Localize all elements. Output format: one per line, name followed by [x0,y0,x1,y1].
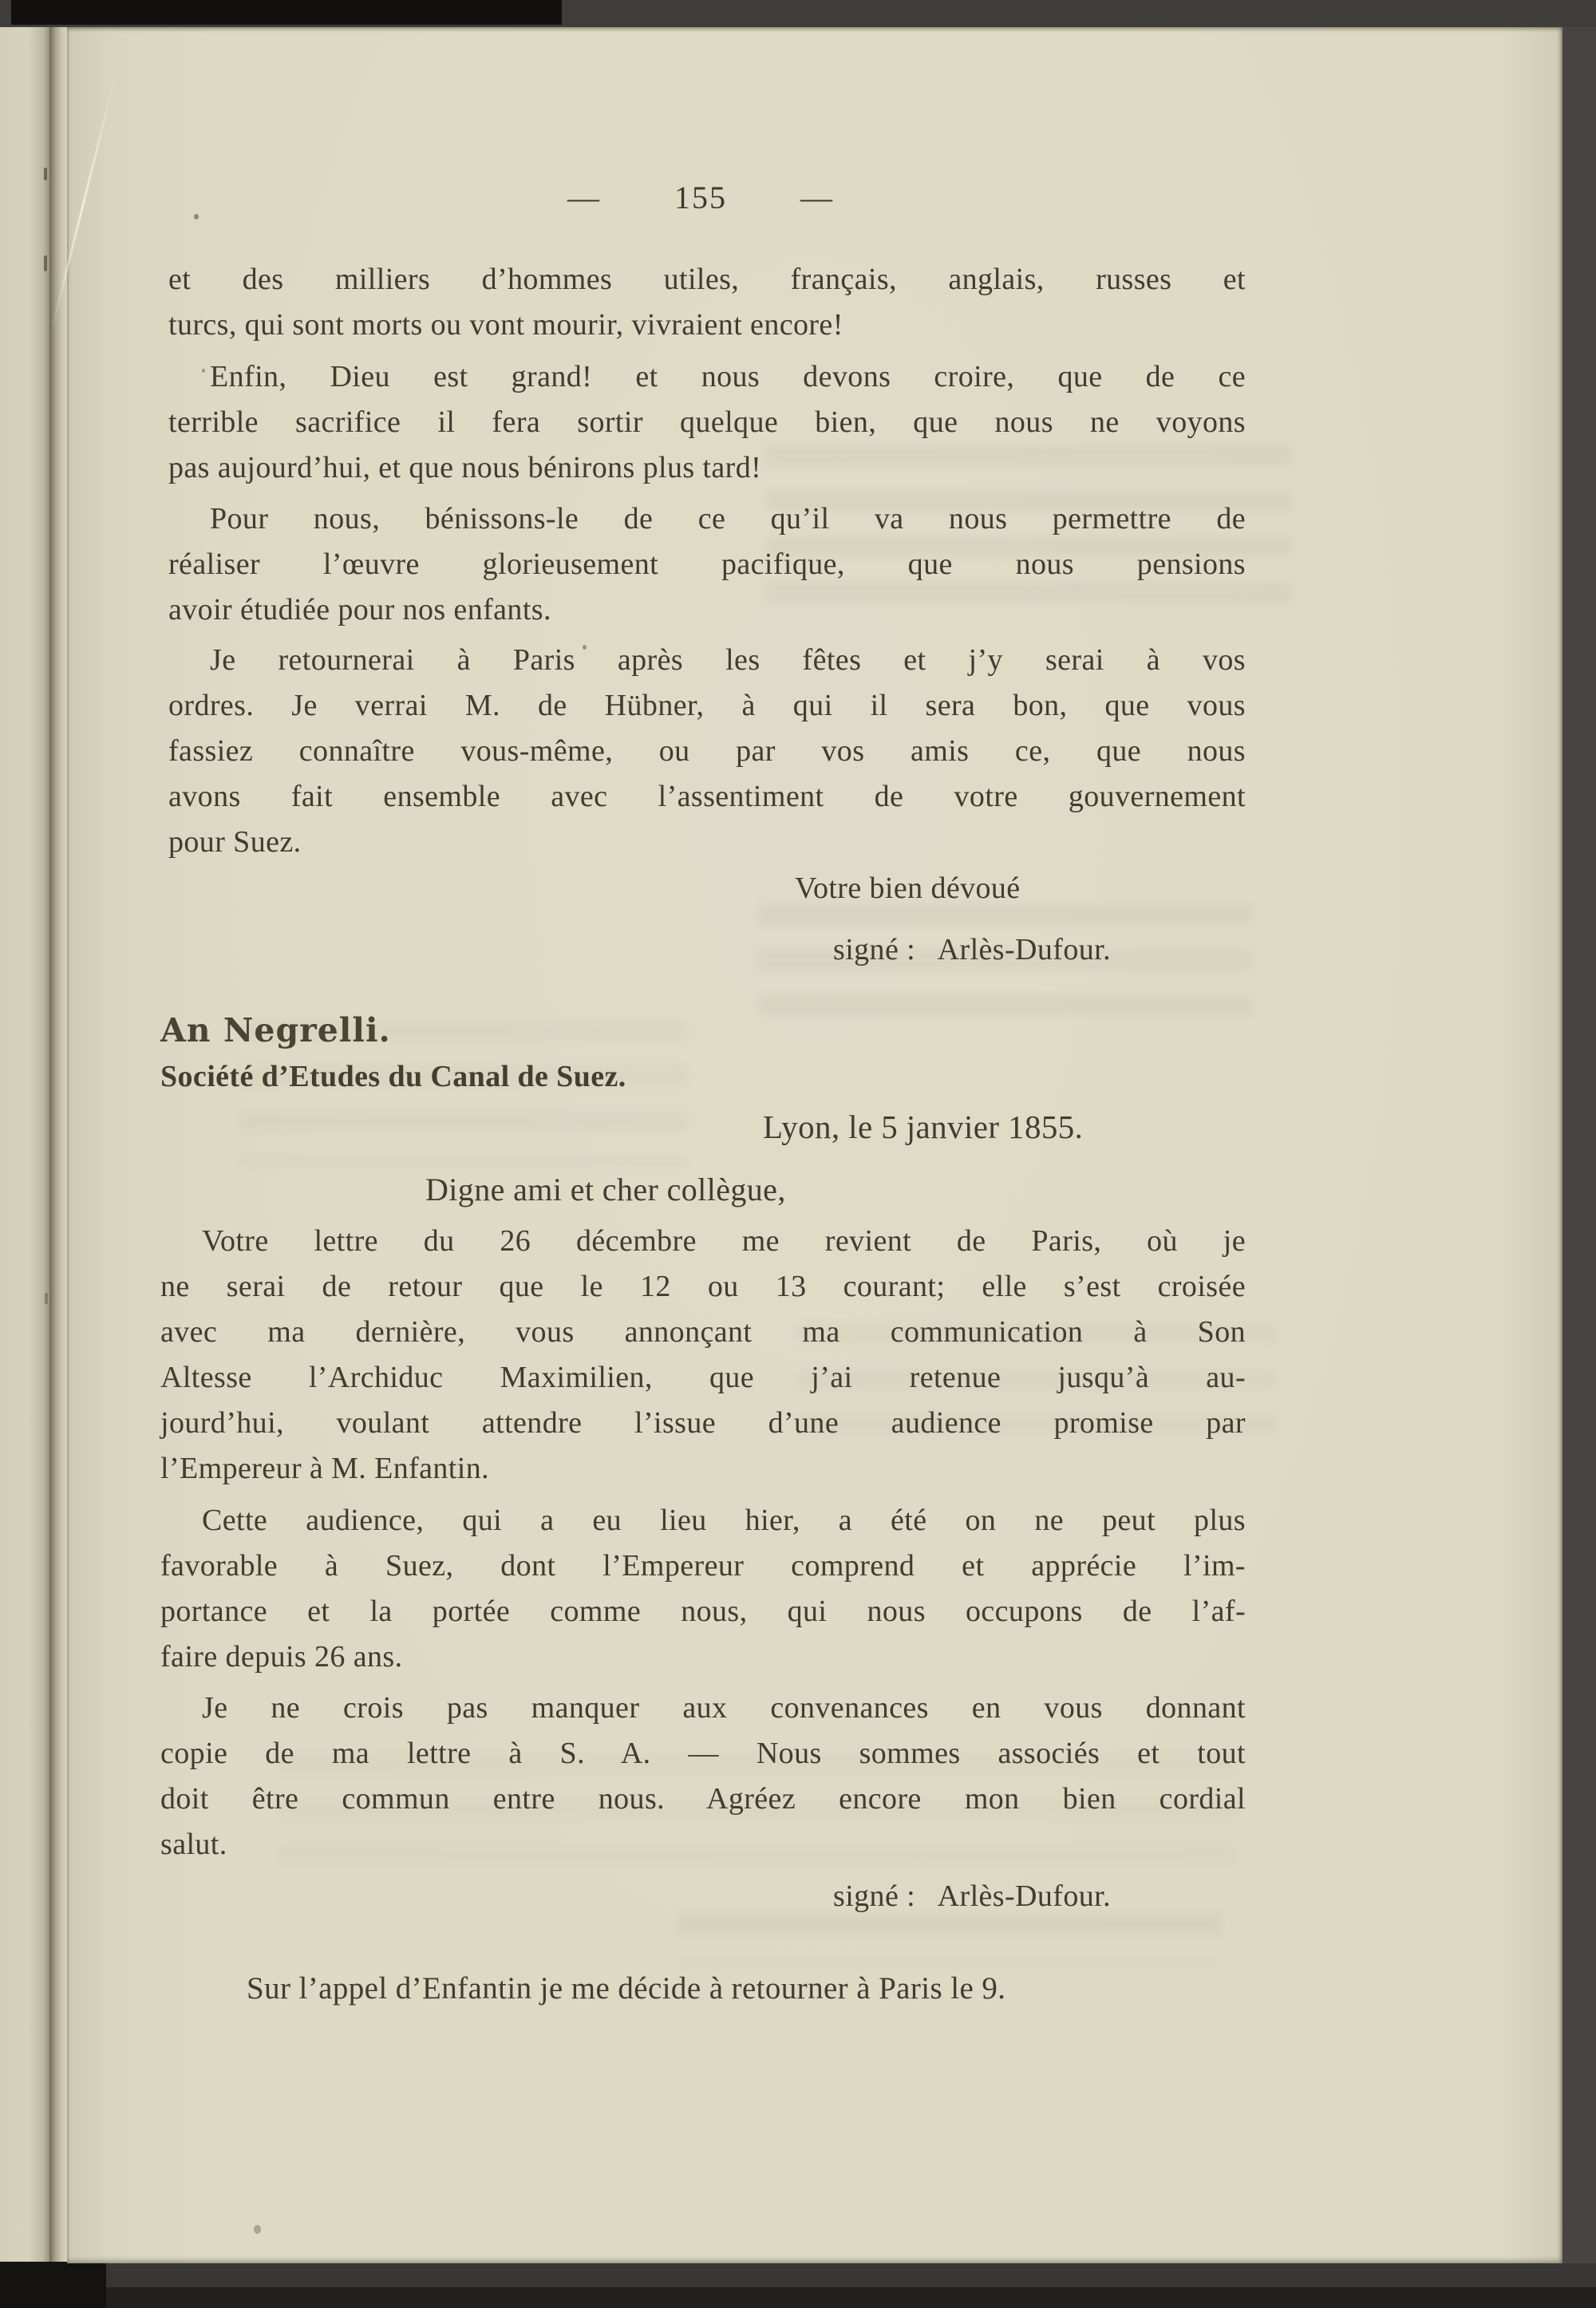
text-line: faire depuis 26 ans. [160,1640,403,1674]
valediction: Votre bien dévoué [795,871,1021,905]
paragraph [160,1498,1246,1680]
text-line: copie de ma lettre à S. A. — Nous sommes associés et tout [160,1737,1246,1770]
text-line: avec ma dernière, vous annonçant ma communication à Son [160,1315,1246,1349]
text-line: jourd’hui, voulant attendre l’issue d’une audience promise par [160,1406,1246,1440]
paper-speck [254,2225,261,2234]
text-line: fassiez connaître vous-même, ou par vos amis ce, que nous [168,734,1246,768]
text-line: salut. [160,1828,227,1861]
text-line: turcs, qui sont morts ou vont mourir, vivraient encore! [168,308,843,342]
binding-stitch [44,255,47,271]
postscript-line: Sur l’appel d’Enfantin je me décide à retourner à Paris le 9. [247,1971,1006,2006]
text-line: Cette audience, qui a eu lieu hier, a été on ne peut plus [202,1504,1246,1537]
text-line: pour Suez. [168,825,302,859]
text-line: Pour nous, bénissons-le de ce qu’il va nous permettre de [210,502,1246,536]
binding-stitch [45,1293,48,1304]
paragraph [168,354,1246,491]
paragraph [168,496,1246,633]
text-line: Je ne crois pas manquer aux convenances en vous donnant [202,1691,1246,1725]
text-line: portance et la portée comme nous, qui nous occupons de l’af- [160,1595,1246,1628]
letter-two-paragraphs [160,1219,1246,1867]
dateline: Lyon, le 5 janvier 1855. [763,1109,1084,1145]
recipient-line: An Negrelli. [160,1011,391,1049]
paragraph [160,1219,1246,1492]
letter-two-body [160,1010,1246,2011]
letter-one-paragraphs [168,257,1246,865]
text-line: ordres. Je verrai M. de Hübner, à qui il sera bon, que vous [168,689,1246,722]
paragraph [160,1686,1246,1867]
scan-shadow-top-left [11,0,562,25]
text-line: Votre lettre du 26 décembre me revient de Paris, où je [202,1224,1246,1258]
signature-line: signé : Arlès-Dufour. [833,1879,1111,1913]
text-line: pas aujourd’hui, et que nous bénirons plus tard! [168,451,762,484]
text-line: doit être commun entre nous. Agréez encore mon bien cordial [160,1782,1246,1816]
text-line: Enfin, Dieu est grand! et nous devons croire, que de ce [210,360,1246,393]
text-line: avoir étudiée pour nos enfants. [168,593,551,626]
scan-shadow-bottom-left [0,2259,106,2308]
signature-line: signé : Arlès-Dufour. [833,933,1111,966]
page-number: — 155 — [567,180,834,215]
scan-background-bottom-edge [0,2287,1596,2308]
text-line: Altesse l’Archiduc Maximilien, que j’ai retenue jusqu’à au- [160,1361,1246,1394]
paragraph [168,638,1246,865]
binding-crease [49,27,67,2262]
text-line: favorable à Suez, dont l’Empereur comprend et apprécie l’im- [160,1549,1246,1583]
text-line: Je retournerai à Paris après les fêtes et j’y serai à vos [210,643,1246,677]
text-line: réaliser l’œuvre glorieusement pacifique, que nous pensions [168,547,1246,581]
text-line: terrible sacrifice il fera sortir quelque bien, que nous ne voyons [168,405,1246,439]
text-line: et des milliers d’hommes utiles, français, anglais, russes et [168,263,1246,296]
salutation: Digne ami et cher collègue, [425,1172,786,1207]
text-line: avons fait ensemble avec l’assentiment de votre gouvernement [168,780,1246,813]
organization-line: Société d’Etudes du Canal de Suez. [160,1060,626,1093]
binding-stitch [44,168,47,180]
previous-page-edge [0,27,51,2262]
letter-one-body [168,257,1246,973]
paragraph [168,257,1246,348]
text-line: l’Empereur à M. Enfantin. [160,1452,490,1485]
text-line: ne serai de retour que le 12 ou 13 courant; elle s’est croisée [160,1270,1246,1303]
